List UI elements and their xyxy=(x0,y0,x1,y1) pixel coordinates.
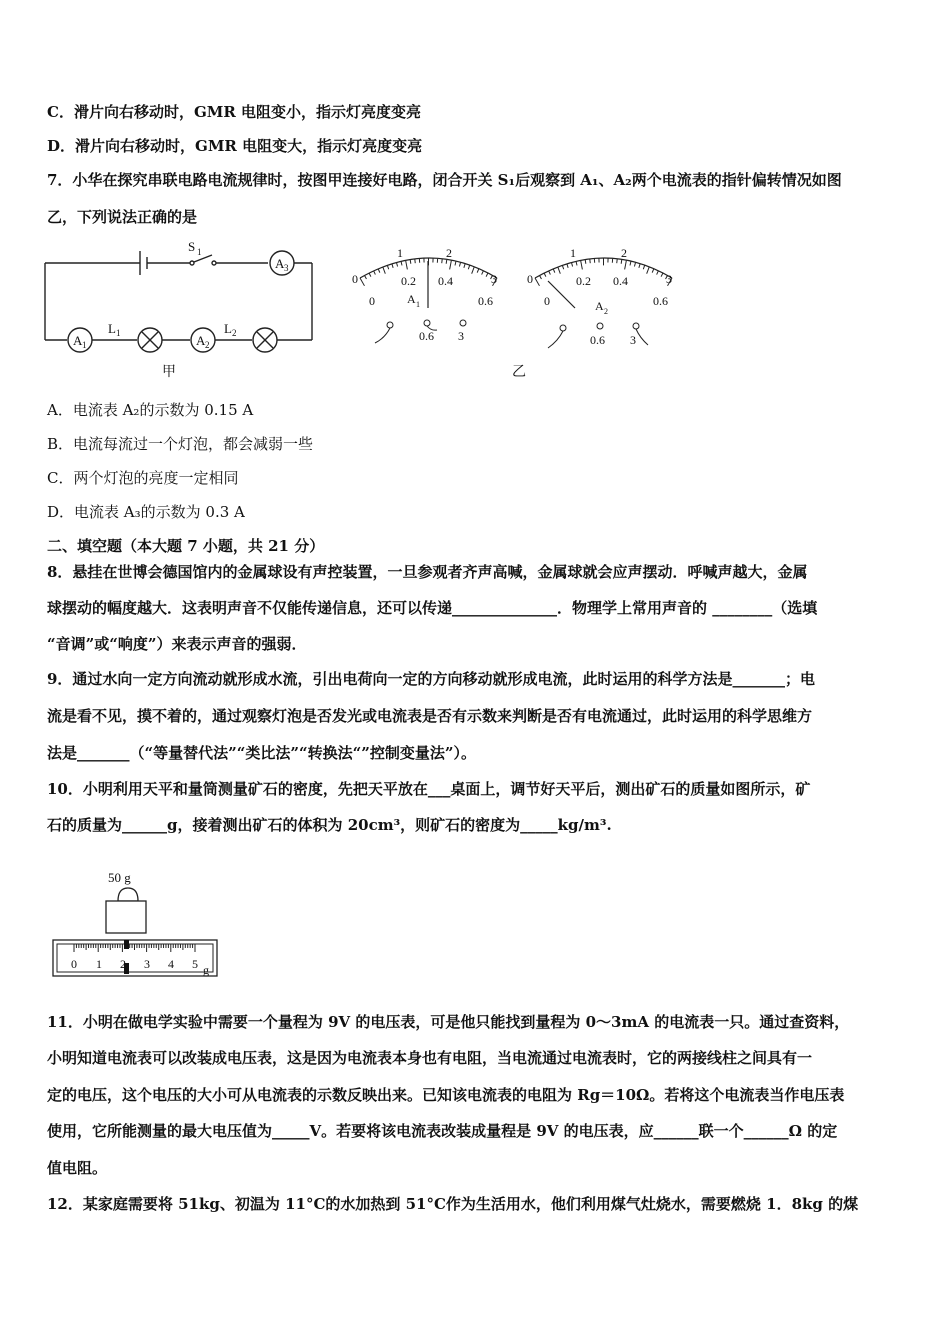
svg-text:3: 3 xyxy=(666,272,672,286)
svg-text:g: g xyxy=(203,963,209,977)
section-heading: 二、填空题（本大题 7 小题，共 21 分） xyxy=(47,537,325,555)
dial-tick xyxy=(657,271,659,275)
svg-text:0.2: 0.2 xyxy=(576,274,591,288)
svg-text:0.4: 0.4 xyxy=(613,274,628,288)
q6-option-c: C．滑片向右移动时，GMR 电阻变小，指示灯亮度变亮 xyxy=(47,103,422,121)
svg-text:1: 1 xyxy=(397,246,403,260)
dial-tick xyxy=(576,262,577,266)
svg-text:0: 0 xyxy=(352,272,358,286)
dial-tick xyxy=(455,262,456,266)
meter-a1 xyxy=(352,246,497,343)
svg-text:3: 3 xyxy=(630,333,636,347)
caption-jia: 甲 xyxy=(162,365,176,380)
dial-tick xyxy=(365,275,367,279)
svg-text:0: 0 xyxy=(527,272,533,286)
svg-text:1: 1 xyxy=(96,957,102,971)
q7-option-d: D．电流表 A₃的示数为 0.3 A xyxy=(47,503,245,521)
dial-tick xyxy=(558,267,560,274)
q8-line1: 8．悬挂在世博会德国馆内的金属球设有声控装置，一旦参观者齐声高喊，金属球就会应声摆动．呼喊声越大，金属 xyxy=(47,563,808,581)
dial-tick xyxy=(581,261,583,270)
dial-tick xyxy=(549,271,551,275)
q7-stem-line2: 乙，下列说法正确的是 xyxy=(47,208,198,226)
svg-text:A: A xyxy=(407,292,416,306)
svg-text:0.6: 0.6 xyxy=(419,329,434,343)
dial-tick xyxy=(621,260,622,264)
dial-tick xyxy=(652,269,654,273)
svg-text:0: 0 xyxy=(544,294,550,308)
q11-line1: 11．小明在做电学实验中需要一个量程为 9V 的电压表，可是他只能找到量程为 0～3mA 的电流表一只。通过查资料， xyxy=(47,1013,850,1031)
dial-tick xyxy=(572,263,573,267)
dial-tick xyxy=(468,265,469,269)
dial-tick xyxy=(360,278,364,286)
svg-text:5: 5 xyxy=(192,957,198,971)
dial-tick xyxy=(464,264,465,268)
label-a3: A xyxy=(275,256,285,271)
q11-line3: 定的电压，这个电压的大小可从电流表的示数反映出来。已知该电流表的电阻为 Rg＝10Ω。若将这个电流表当作电压表 xyxy=(47,1086,845,1104)
needle-a2 xyxy=(548,281,575,308)
svg-text:2: 2 xyxy=(446,246,452,260)
weight-50g xyxy=(106,888,146,933)
dial-tick xyxy=(482,271,484,275)
q10-line1: 10．小明利用天平和量筒测量矿石的密度，先把天平放在___桌面上，调节好天平后，测出矿石的质量如图所示，矿 xyxy=(47,780,811,798)
dial-tick xyxy=(643,265,644,269)
dial-tick xyxy=(535,278,539,286)
q6-option-d: D．滑片向右移动时，GMR 电阻变大，指示灯亮度变亮 xyxy=(47,137,423,155)
label-s1: S xyxy=(188,239,196,254)
dial-tick xyxy=(397,263,398,267)
dial-tick xyxy=(661,273,663,277)
dial-tick xyxy=(647,267,649,274)
dial-tick xyxy=(562,265,563,269)
dial-tick xyxy=(401,262,402,266)
dial-tick xyxy=(446,260,447,264)
dial-tick xyxy=(625,261,627,270)
q9-line1: 9．通过水向一定方向流动就形成水流，引出电荷向一定的方向移动就形成电流，此时运用的科学方法是_______；电 xyxy=(47,670,815,688)
label-a2: A xyxy=(196,333,206,348)
q7-stem-line1: 7．小华在探究串联电路电流规律时，按图甲连接好电路，闭合开关 S₁后观察到 A₁、A₂两个电流表的指针偏转情况如图 xyxy=(47,171,842,189)
dial-tick xyxy=(630,262,631,266)
svg-text:0.6: 0.6 xyxy=(590,333,605,347)
dial-tick xyxy=(387,265,388,269)
svg-text:0: 0 xyxy=(369,294,375,308)
circuit-diagram-figure xyxy=(40,238,325,383)
dial-tick xyxy=(383,267,385,274)
q7-option-a: A．电流表 A₂的示数为 0.15 A xyxy=(47,401,254,419)
dial-tick xyxy=(374,271,376,275)
dial-tick xyxy=(567,264,568,268)
rider-top xyxy=(124,940,129,949)
dial-tick xyxy=(553,269,555,273)
svg-text:2: 2 xyxy=(232,328,237,338)
q11-line2: 小明知道电流表可以改装成电压表，这是因为电流表本身也有电阻，当电流通过电流表时，它的两接线柱之间具有一 xyxy=(47,1049,813,1067)
svg-text:0.2: 0.2 xyxy=(401,274,416,288)
balance-scale-figure xyxy=(50,866,222,981)
meter-a2 xyxy=(527,246,672,348)
dial-tick xyxy=(585,260,586,264)
svg-text:2: 2 xyxy=(205,340,210,350)
dial-tick xyxy=(639,264,640,268)
q10-line2: 石的质量为______g，接着测出矿石的体积为 20cm³，则矿石的密度为_____kg/m³. xyxy=(47,816,612,834)
svg-text:4: 4 xyxy=(168,957,174,971)
q7-option-b: B．电流每流过一个灯泡，都会减弱一些 xyxy=(47,435,314,453)
q11-line5: 值电阻。 xyxy=(47,1159,108,1177)
dial-tick xyxy=(378,269,380,273)
dial-tick xyxy=(544,273,546,277)
q8-line2: 球摆动的幅度越大．这表明声音不仅能传递信息，还可以传递______________．物理学上常用声音的 ________（选填 xyxy=(47,599,818,617)
svg-text:3: 3 xyxy=(458,329,464,343)
q11-line4: 使用，它所能测量的最大电压值为_____V。若要将该电流表改装成量程是 9V 的电压表，应______联一个______Ω 的定 xyxy=(47,1122,838,1140)
ammeter-dials-figure xyxy=(345,243,685,383)
label-l2: L xyxy=(224,321,232,336)
svg-text:3: 3 xyxy=(284,263,289,273)
dial-tick xyxy=(472,267,474,274)
dial-tick xyxy=(486,273,488,277)
svg-text:3: 3 xyxy=(491,272,497,286)
svg-text:2: 2 xyxy=(604,307,608,316)
svg-text:0.4: 0.4 xyxy=(438,274,453,288)
q9-line2: 流是看不见，摸不着的，通过观察灯泡是否发光或电流表是否有示数来判断是否有电流通过，此时运用的科学思维方 xyxy=(47,707,813,725)
label-a1: A xyxy=(73,333,83,348)
svg-text:A: A xyxy=(595,299,604,313)
dial-tick xyxy=(477,269,479,273)
caption-yi: 乙 xyxy=(512,365,526,380)
svg-text:1: 1 xyxy=(116,328,121,338)
dial-tick xyxy=(406,261,408,270)
svg-text:1: 1 xyxy=(416,300,420,309)
svg-text:1: 1 xyxy=(197,247,202,257)
dial-tick xyxy=(450,261,452,270)
dial-tick xyxy=(634,263,635,267)
dial-tick xyxy=(369,273,371,277)
svg-text:1: 1 xyxy=(82,340,87,350)
q8-line3: “音调”或“响度”）来表示声音的强弱． xyxy=(47,635,307,653)
q9-line3: 法是_______（“等量替代法”“类比法”“转换法“”控制变量法”）。 xyxy=(47,744,477,762)
svg-text:2: 2 xyxy=(120,957,126,971)
svg-text:1: 1 xyxy=(570,246,576,260)
dial-tick xyxy=(392,264,393,268)
weight-label: 50 g xyxy=(108,870,131,885)
svg-text:0: 0 xyxy=(71,957,77,971)
svg-text:0.6: 0.6 xyxy=(478,294,493,308)
q7-option-c: C．两个灯泡的亮度一定相同 xyxy=(47,469,239,487)
dial-tick xyxy=(459,263,460,267)
svg-text:2: 2 xyxy=(621,246,627,260)
svg-text:3: 3 xyxy=(144,957,150,971)
dial-tick xyxy=(540,275,542,279)
svg-text:0.6: 0.6 xyxy=(653,294,668,308)
q12-line1: 12．某家庭需要将 51kg、初温为 11°C的水加热到 51°C作为生活用水，他们利用煤气灶烧水，需要燃烧 1．8kg 的煤 xyxy=(47,1195,859,1213)
label-l1: L xyxy=(108,321,116,336)
dial-tick xyxy=(410,260,411,264)
